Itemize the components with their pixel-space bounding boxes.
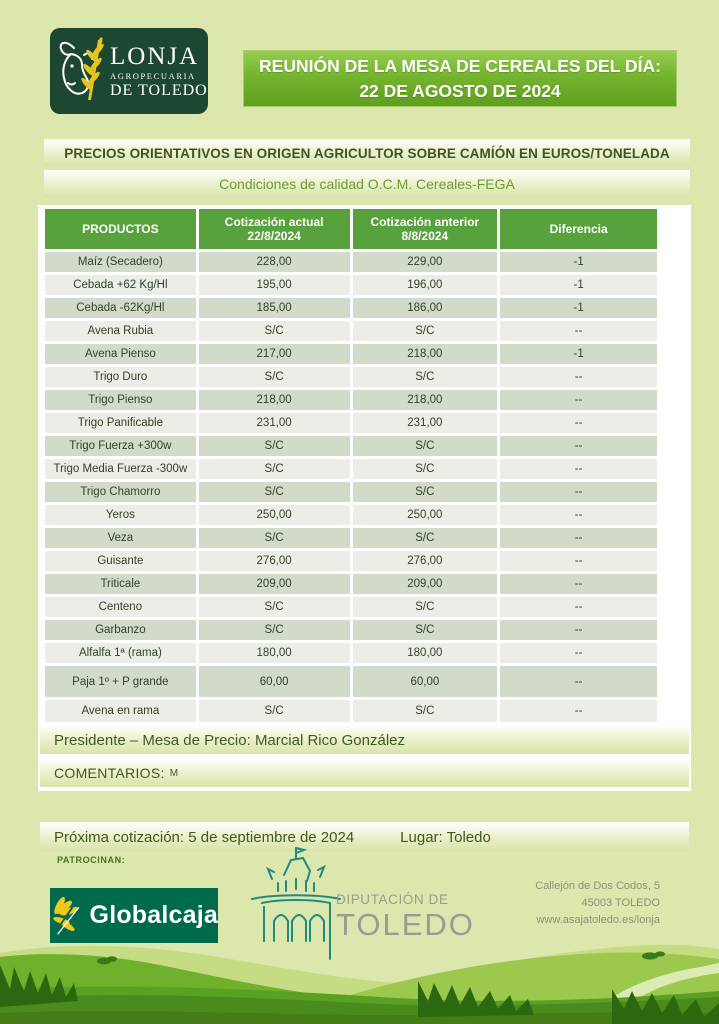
table-row [45, 436, 657, 456]
globalcaja-wheat-icon [50, 895, 85, 937]
cell-actual: 217,00 [199, 344, 350, 364]
cell-producto: Trigo Panificable [45, 413, 196, 433]
table-row [45, 620, 657, 640]
table-row [45, 252, 657, 272]
cell-actual: 228,00 [199, 252, 350, 272]
president-bar [40, 725, 689, 754]
prices-subtitle-bar [44, 139, 690, 166]
cell-actual: S/C [199, 528, 350, 548]
cell-actual: S/C [199, 620, 350, 640]
table-row [45, 597, 657, 617]
cell-diferencia: -- [500, 413, 657, 433]
table-row [45, 367, 657, 387]
globalcaja-logo [50, 888, 218, 943]
cell-actual: S/C [199, 597, 350, 617]
cell-diferencia: -- [500, 482, 657, 502]
president-text: Presidente – Mesa de Precio: Marcial Rico González [54, 731, 405, 749]
cell-anterior: S/C [353, 620, 498, 640]
cell-diferencia: -- [500, 436, 657, 456]
next-quote-text: Próxima cotización: 5 de septiembre de 2024 [54, 828, 355, 846]
price-table-panel [38, 205, 691, 791]
table-row [45, 505, 657, 525]
contact-address [535, 878, 660, 929]
landscape-illustration [0, 929, 719, 1024]
meeting-title-banner [243, 50, 677, 107]
cell-producto: Trigo Media Fuerza -300w [45, 459, 196, 479]
cell-producto: Cebada +62 Kg/Hl [45, 275, 196, 295]
table-row [45, 643, 657, 663]
cell-diferencia: -1 [500, 344, 657, 364]
table-row [45, 298, 657, 318]
cell-producto: Avena en rama [45, 700, 196, 722]
comments-value: M [169, 767, 179, 779]
cell-anterior: 218,00 [353, 390, 498, 410]
lonja-logo-text [110, 44, 208, 99]
comments-label: COMENTARIOS: [54, 765, 165, 781]
cell-anterior: 180,00 [353, 643, 498, 663]
conditions-subtitle-bar [44, 170, 690, 197]
cell-anterior: 60,00 [353, 666, 498, 697]
cell-diferencia: -- [500, 666, 657, 697]
cell-producto: Paja 1º + P grande [45, 666, 196, 697]
bull-and-wheat-icon [54, 36, 112, 106]
cell-actual: 209,00 [199, 574, 350, 594]
cell-anterior: 276,00 [353, 551, 498, 571]
title-line2: 22 DE AGOSTO DE 2024 [359, 80, 561, 101]
cell-diferencia: -- [500, 700, 657, 722]
cell-producto: Yeros [45, 505, 196, 525]
table-row [45, 574, 657, 594]
cell-producto: Cebada -62Kg/Hl [45, 298, 196, 318]
logo-line1: LONJA [110, 43, 200, 70]
logo-line3: DE TOLEDO [110, 81, 208, 99]
cell-anterior: S/C [353, 482, 498, 502]
table-row [45, 275, 657, 295]
cell-anterior: 218,00 [353, 344, 498, 364]
column-header-cotizacion-anterior: Cotización anterior 8/8/2024 [353, 209, 498, 249]
prices-subtitle: PRECIOS ORIENTATIVOS EN ORIGEN AGRICULTOR SOBRE CAMÍÓN EN EUROS/TONELADA [64, 145, 670, 161]
cell-actual: S/C [199, 321, 350, 341]
cell-actual: S/C [199, 482, 350, 502]
cell-actual: 276,00 [199, 551, 350, 571]
cell-diferencia: -- [500, 505, 657, 525]
cell-actual: 60,00 [199, 666, 350, 697]
cell-anterior: S/C [353, 597, 498, 617]
conditions-subtitle: Condiciones de calidad O.C.M. Cereales-FEGA [219, 176, 515, 192]
cell-diferencia: -- [500, 551, 657, 571]
cell-anterior: 229,00 [353, 252, 498, 272]
address-line: www.asajatoledo.es/lonja [536, 914, 660, 926]
cell-producto: Guisante [45, 551, 196, 571]
cell-actual: S/C [199, 436, 350, 456]
title-line1: REUNIÓN DE LA MESA DE CEREALES DEL DÍA: [259, 55, 661, 76]
cell-producto: Triticale [45, 574, 196, 594]
diputacion-building-icon [250, 845, 342, 963]
cell-anterior: 250,00 [353, 505, 498, 525]
cell-actual: S/C [199, 700, 350, 722]
column-header-diferencia: Diferencia [500, 209, 657, 249]
cell-diferencia: -- [500, 367, 657, 387]
cell-producto: Maíz (Secadero) [45, 252, 196, 272]
table-row [45, 666, 657, 697]
table-row [45, 482, 657, 502]
table-row [45, 551, 657, 571]
address-line: 45003 TOLEDO [581, 897, 660, 909]
cell-diferencia: -- [500, 597, 657, 617]
cell-actual: 231,00 [199, 413, 350, 433]
table-row [45, 413, 657, 433]
cell-anterior: 209,00 [353, 574, 498, 594]
table-row [45, 459, 657, 479]
column-header-productos: PRODUCTOS [45, 209, 196, 249]
cell-anterior: 231,00 [353, 413, 498, 433]
cell-anterior: 196,00 [353, 275, 498, 295]
cell-diferencia: -1 [500, 298, 657, 318]
cell-actual: S/C [199, 367, 350, 387]
comments-bar [40, 758, 689, 787]
cell-diferencia: -- [500, 574, 657, 594]
price-table [42, 206, 660, 725]
table-row [45, 344, 657, 364]
cell-actual: 195,00 [199, 275, 350, 295]
lonja-logo [50, 28, 208, 114]
cell-producto: Centeno [45, 597, 196, 617]
table-row [45, 321, 657, 341]
cell-producto: Avena Pienso [45, 344, 196, 364]
diputacion-line1: DIPUTACIÓN DE [336, 892, 449, 907]
table-header-row [45, 209, 657, 249]
column-header-cotizacion-actual: Cotización actual 22/8/2024 [199, 209, 350, 249]
cell-producto: Alfalfa 1ª (rama) [45, 643, 196, 663]
cell-diferencia: -- [500, 620, 657, 640]
logo-line2: AGROPECUARIA [110, 71, 196, 81]
cell-actual: 185,00 [199, 298, 350, 318]
table-row [45, 700, 657, 722]
cell-anterior: S/C [353, 436, 498, 456]
cell-anterior: S/C [353, 367, 498, 387]
diputacion-logo-text [336, 893, 475, 940]
cell-actual: 250,00 [199, 505, 350, 525]
cell-diferencia: -- [500, 321, 657, 341]
cell-actual: 180,00 [199, 643, 350, 663]
cell-anterior: S/C [353, 528, 498, 548]
cell-diferencia: -- [500, 643, 657, 663]
cell-producto: Trigo Chamorro [45, 482, 196, 502]
cell-producto: Veza [45, 528, 196, 548]
cell-actual: 218,00 [199, 390, 350, 410]
sponsors-label: PATROCINAN: [57, 855, 126, 865]
cell-actual: S/C [199, 459, 350, 479]
cell-producto: Garbanzo [45, 620, 196, 640]
next-quote-bar [40, 822, 689, 851]
diputacion-line2: TOLEDO [336, 906, 475, 942]
cell-anterior: S/C [353, 459, 498, 479]
cell-producto: Avena Rubia [45, 321, 196, 341]
table-row [45, 390, 657, 410]
cell-producto: Trigo Fuerza +300w [45, 436, 196, 456]
cell-diferencia: -1 [500, 275, 657, 295]
cell-diferencia: -- [500, 459, 657, 479]
table-row [45, 528, 657, 548]
cell-diferencia: -1 [500, 252, 657, 272]
cell-producto: Trigo Duro [45, 367, 196, 387]
place-text: Lugar: Toledo [400, 828, 491, 846]
cell-anterior: S/C [353, 700, 498, 722]
cell-anterior: 186,00 [353, 298, 498, 318]
globalcaja-text: Globalcaja [89, 901, 218, 929]
cell-diferencia: -- [500, 528, 657, 548]
address-line: Callejón de Dos Codos, 5 [535, 880, 660, 892]
cell-producto: Trigo Pienso [45, 390, 196, 410]
cell-anterior: S/C [353, 321, 498, 341]
cell-diferencia: -- [500, 390, 657, 410]
